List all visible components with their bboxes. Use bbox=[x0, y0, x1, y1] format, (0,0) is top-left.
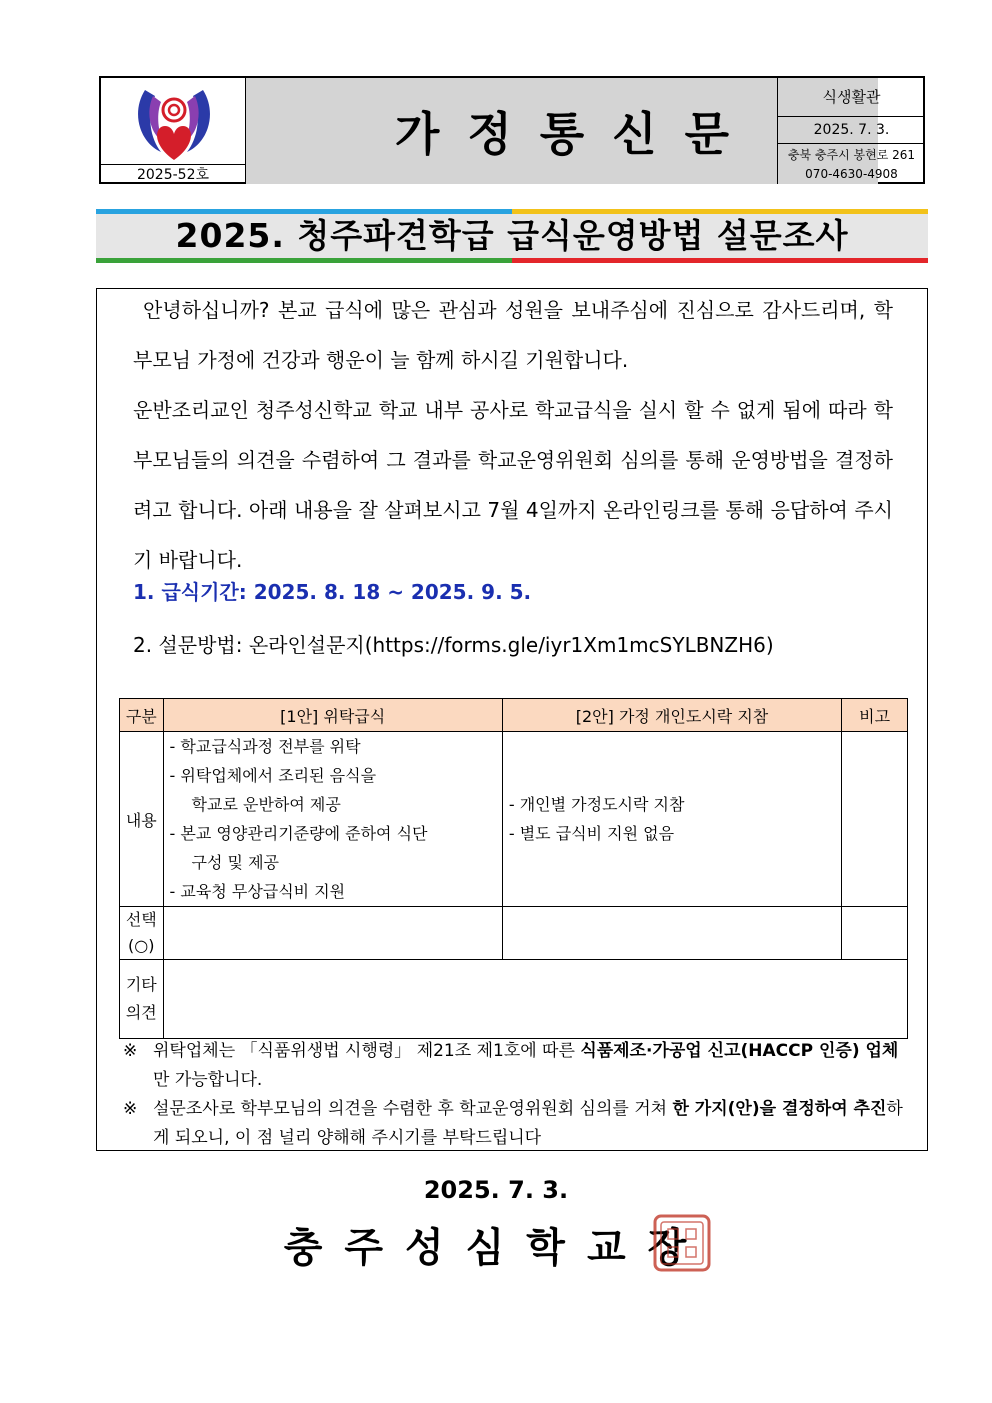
official-seal-icon bbox=[652, 1213, 712, 1273]
survey-headline: 2025. 청주파견학급 급식운영방법 설문조사 bbox=[96, 214, 928, 258]
option2-line: - 별도 급식비 지원 없음 bbox=[508, 824, 675, 843]
option2-content bbox=[502, 732, 841, 907]
purpose-paragraph: 운반조리교인 청주성신학교 학교 내부 공사로 학교급식을 실시 할 수 없게 됨에 따라 학부모님들의 의견을 수렴하여 그 결과를 학교운영위원회 심의를 통해 운영방법을 결정하려고 합니다. 아래 내용을 잘 살펴보시고 7월 4일까지 온라인링크를 통해 응답하여 주시기 바랍니다. bbox=[133, 398, 893, 572]
footer-date: 2025. 7. 3. bbox=[423, 1176, 569, 1204]
other-opinion-label: 기타 의견 bbox=[120, 960, 164, 1039]
table-header: [1안] 위탁급식 bbox=[163, 699, 502, 732]
school-logo-icon bbox=[131, 82, 217, 164]
option1-line: - 위탁업체에서 조리된 음식을 bbox=[169, 766, 377, 785]
school-address: 충북 충주시 봉현로 261 bbox=[787, 148, 916, 162]
survey-options-table bbox=[119, 698, 908, 1039]
select-option2-cell[interactable] bbox=[502, 907, 841, 960]
remarks-cell bbox=[842, 732, 908, 907]
greeting-paragraph: 안녕하십니까? 본교 급식에 많은 관심과 성원을 보내주심에 진심으로 감사드리며, 학부모님 가정에 건강과 행운이 늘 함께 하시길 기원합니다. bbox=[133, 298, 893, 372]
select-option1-cell[interactable] bbox=[163, 907, 502, 960]
main-content-box bbox=[96, 288, 928, 1151]
newsletter-header bbox=[99, 76, 925, 184]
principal-signature: 충주성심학교장 bbox=[283, 1225, 709, 1271]
newsletter-title: 가정통신문 bbox=[394, 107, 758, 161]
table-header: [2안] 가정 개인도시락 지참 bbox=[502, 699, 841, 732]
issue-date: 2025. 7. 3. bbox=[778, 117, 925, 144]
school-phone: 070-4630-4908 bbox=[805, 167, 898, 181]
note-decision: ※ 설문조사로 학부모님의 의견을 수렴한 후 학교운영위원회 심의를 거쳐 한 가지(안)을 결정하여 추진하게 되오니, 이 점 널리 양해해 주시기를 부탁드립니다 bbox=[123, 1099, 903, 1148]
notes bbox=[123, 1037, 913, 1153]
info-cell bbox=[777, 78, 925, 184]
option1-line: - 본교 영양관리기준량에 준하여 식단 bbox=[169, 824, 428, 843]
other-opinion-field[interactable] bbox=[163, 960, 907, 1039]
option1-content bbox=[163, 732, 502, 907]
issue-number: 2025-52호 bbox=[101, 164, 245, 185]
table-header: 구분 bbox=[120, 699, 164, 732]
table-row bbox=[120, 907, 908, 960]
meal-period: 1. 급식기간: 2025. 8. 18 ~ 2025. 9. 5. bbox=[133, 580, 532, 604]
option1-line: - 교육청 무상급식비 지원 bbox=[169, 882, 346, 901]
headline-bottom-band bbox=[96, 258, 928, 263]
option1-line: 학교로 운반하여 제공 bbox=[191, 795, 341, 814]
content-label: 내용 bbox=[120, 732, 164, 907]
option2-line: - 개인별 가정도시락 지참 bbox=[508, 795, 685, 814]
table-row bbox=[120, 732, 908, 907]
select-label: 선택 (○) bbox=[120, 907, 164, 960]
table-header: 비고 bbox=[842, 699, 908, 732]
logo-cell bbox=[101, 78, 246, 184]
survey-method: 2. 설문방법: 온라인설문지(https://forms.gle/iyr1Xm1mcSYLBNZH6) bbox=[133, 633, 774, 657]
option1-line: 구성 및 제공 bbox=[191, 853, 279, 872]
table-row bbox=[120, 960, 908, 1039]
select-remarks-cell bbox=[842, 907, 908, 960]
option1-line: - 학교급식과정 전부를 위탁 bbox=[169, 737, 361, 756]
note-hacpp: ※ 위탁업체는 「식품위생법 시행령」 제21조 제1호에 따른 식품제조·가공업 신고(HACCP 인증) 업체만 가능합니다. bbox=[123, 1041, 899, 1090]
department: 식생활관 bbox=[778, 78, 925, 117]
